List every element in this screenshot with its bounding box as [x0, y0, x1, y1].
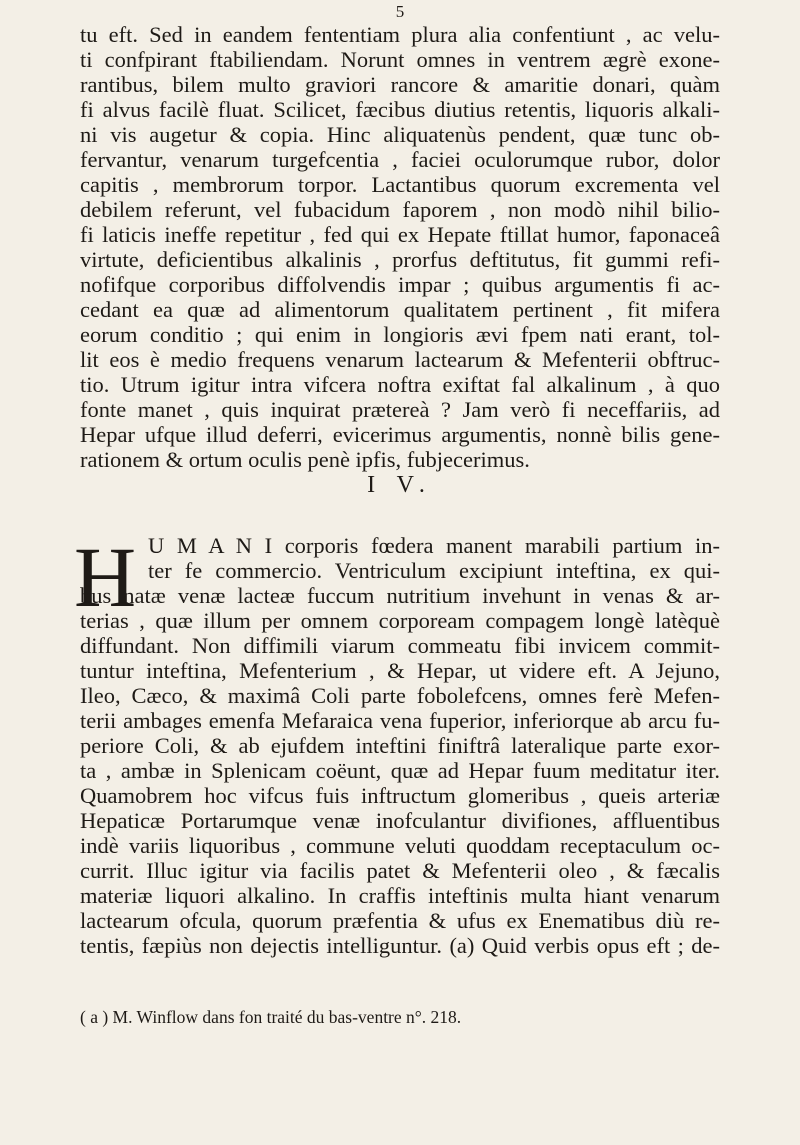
- footnote: ( a ) M. Winflow dans fon traité du bas-ventre n°. 218.: [80, 1007, 462, 1027]
- text-line: nofifque corporibus diffolvendis impar ; quibus argumentis fi ac-: [80, 272, 720, 297]
- text-line: debilem referunt, vel fubacidum faporem , non modò nihil bilio-: [80, 197, 720, 222]
- text-line: lactearum ofcula, quorum præfentia & ufus ex Enematibus diù re-: [80, 908, 720, 933]
- text-line: eorum conditio ; qui enim in longioris ævi fpem nati erant, tol-: [80, 322, 720, 347]
- text-line: fervantur, venarum turgefcentia , faciei oculorumque rubor, dolor: [80, 147, 720, 172]
- drop-cap: H: [74, 529, 135, 625]
- section-heading: I V.: [367, 472, 433, 498]
- text-line: capitis , membrorum torpor. Lactantibus quorum excrementa vel: [80, 172, 720, 197]
- text-line: diffundant. Non diffimili viarum commeatu fibi invicem commit-: [80, 633, 720, 658]
- text-line: Hepar ufque illud deferri, evicerimus argumentis, nonnè bilis gene-: [80, 422, 720, 447]
- text-line: periore Coli, & ab ejufdem inteftini finiftrâ lateralique parte exor-: [80, 733, 720, 758]
- text-line: ta , ambæ in Splenicam coëunt, quæ ad Hepar fuum meditatur iter.: [80, 758, 720, 783]
- text-line: Hepaticæ Portarumque venæ inofculantur divifiones, affluentibus: [80, 808, 720, 833]
- text-line: Quamobrem hoc vifcus fuis inftructum glomeribus , queis arteriæ: [80, 783, 720, 808]
- text-line: cedant ea quæ ad alimentorum qualitatem pertinent , fit mifera: [80, 297, 720, 322]
- text-line: fi laticis ineffe repetitur , fed qui ex Hepate ftillat humor, faponaceâ: [80, 222, 720, 247]
- text-line: fi alvus facilè fluat. Scilicet, fæcibus diutius retentis, liquoris alkali-: [80, 97, 720, 122]
- text-line: rantibus, bilem multo graviori rancore & amaritie donari, quàm: [80, 72, 720, 97]
- page-number: 5: [395, 2, 405, 21]
- text-line: materiæ liquori alkalino. In craffis inteftinis multa hiant venarum: [80, 883, 720, 908]
- text-line: terii ambages emenfa Mefaraica vena fuperior, inferiorque ab arcu fu-: [80, 708, 720, 733]
- text-line: ni vis augetur & copia. Hinc aliquatenùs pendent, quæ tunc ob-: [80, 122, 720, 147]
- text-line: ter fe commercio. Ventriculum excipiunt inteftina, ex qui-: [148, 558, 720, 583]
- text-line: rationem & ortum oculis penè ipfis, fubjecerimus.: [80, 447, 530, 472]
- text-line: tuntur inteftina, Mefenterium , & Hepar, ut videre eft. A Jejuno,: [80, 658, 720, 683]
- text-line: tentis, fæpiùs non dejectis intelliguntur. (a) Quid verbis opus eft ; de-: [80, 933, 720, 958]
- text-line: indè variis liquoribus , commune veluti quoddam receptaculum oc-: [80, 833, 720, 858]
- text-line: virtute, deficientibus alkalinis , prorfus deftitutus, fit gummi refi-: [80, 247, 720, 272]
- text-line: lit eos è medio frequens venarum lactearum & Mefenterii obftruc-: [80, 347, 720, 372]
- text-line: currit. Illuc igitur via facilis patet & Mefenterii oleo , & fæcalis: [80, 858, 720, 883]
- text-line: bus natæ venæ lacteæ fuccum nutritium invehunt in venas & ar-: [80, 583, 720, 608]
- text-line: tio. Utrum igitur intra vifcera noftra exiftat fal alkalinum , à quo: [80, 372, 720, 397]
- text-line: Ileo, Cæco, & maximâ Coli parte fobolefcens, omnes ferè Mefen-: [80, 683, 720, 708]
- text-line: terias , quæ illum per omnem corpoream compagem longè latèquè: [80, 608, 720, 633]
- text-line: tu eft. Sed in eandem fententiam plura alia confentiunt , ac velu-: [80, 22, 720, 47]
- text-line: ti confpirant ftabiliendam. Norunt omnes in ventrem ægrè exone-: [80, 47, 720, 72]
- text-line: U M A N I corporis fœdera manent marabili partium in-: [148, 533, 720, 558]
- text-line: fonte manet , quis inquirat prætereà ? Jam verò fi neceffariis, ad: [80, 397, 720, 422]
